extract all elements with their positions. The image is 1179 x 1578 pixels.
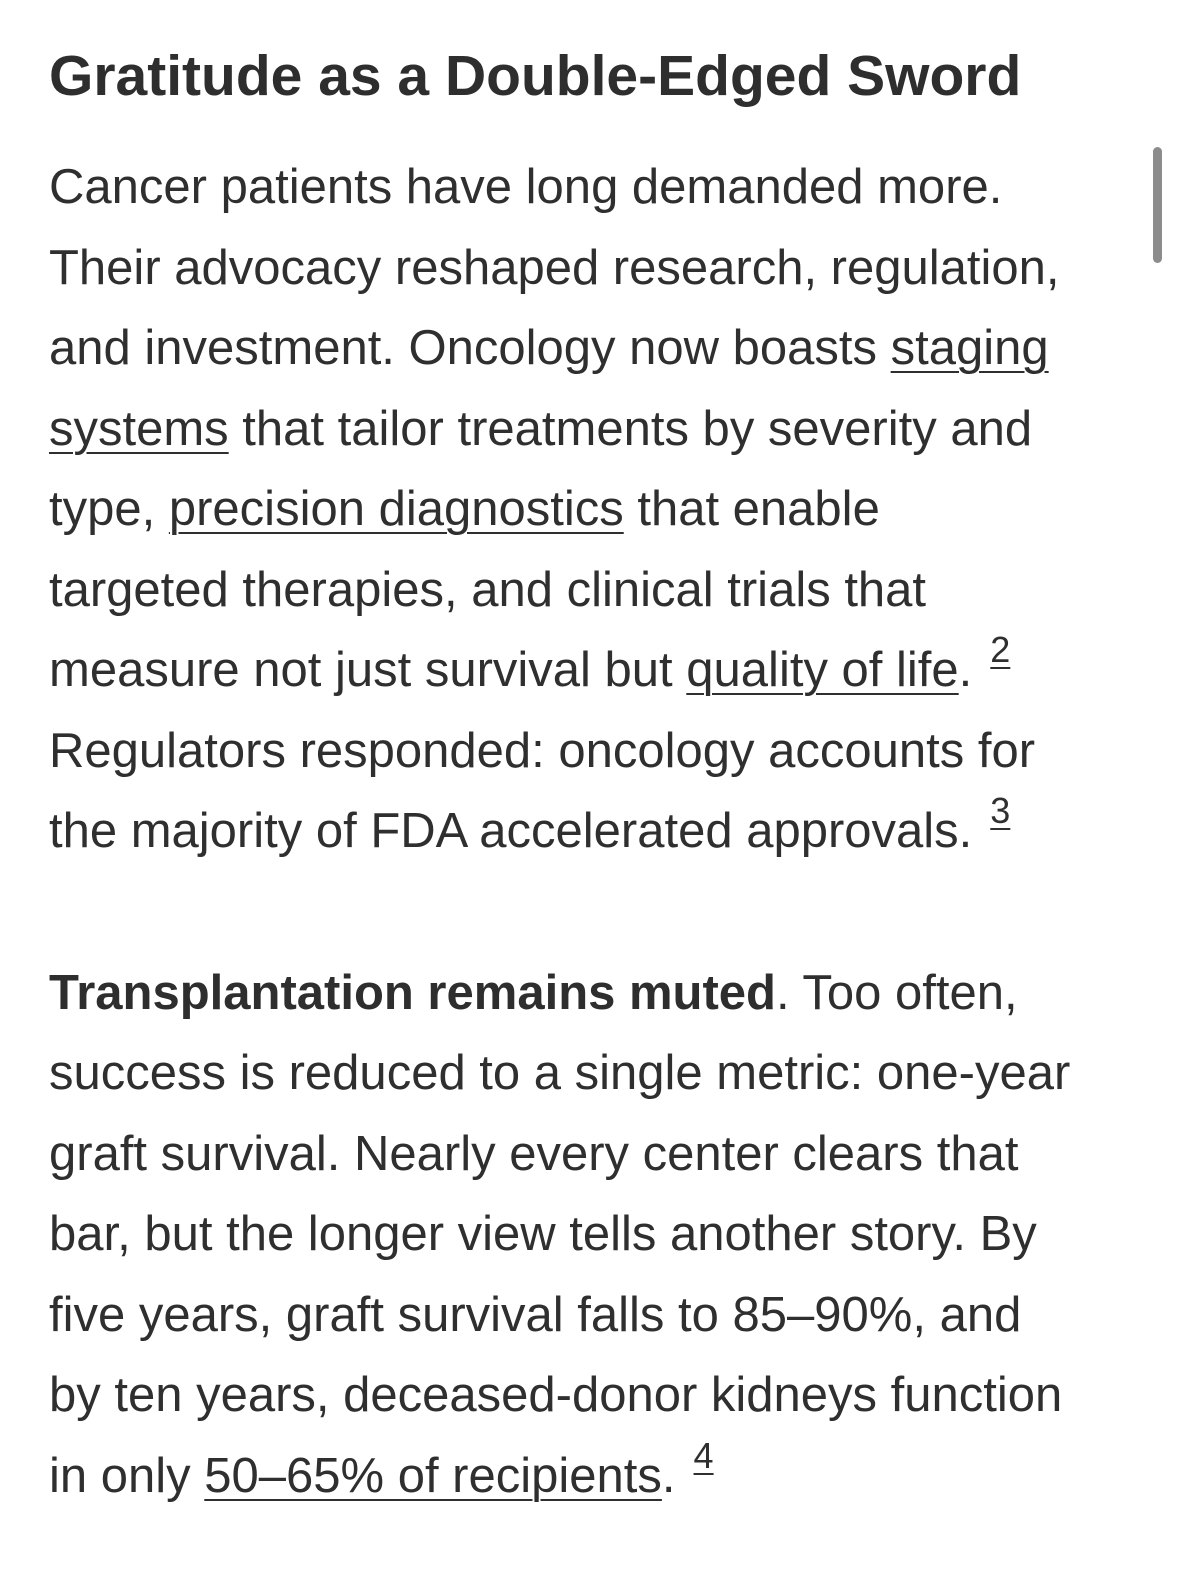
staging-systems-link[interactable]: staging (890, 321, 1049, 375)
quality-of-life-link[interactable]: quality of life (686, 643, 959, 697)
precision-diagnostics-link[interactable]: precision diagnostics (168, 482, 624, 536)
text-line (49, 953, 1129, 1034)
text-line (49, 711, 1129, 792)
text-line-content: success is reduced to a single metric: one-year (49, 1046, 1071, 1100)
text-line (49, 1436, 1129, 1517)
text-line (49, 1355, 1129, 1436)
text-line (49, 1033, 1129, 1114)
text-line (49, 550, 1129, 631)
text-line-content: . Too often, (776, 965, 1018, 1020)
text-line (49, 147, 1129, 228)
article (49, 40, 1129, 1516)
text-line (49, 1194, 1129, 1275)
text-line-content: and investment. Oncology now boasts (49, 321, 891, 375)
text-line-content: that enable (623, 482, 880, 536)
text-line (49, 228, 1129, 309)
vertical-scrollbar[interactable] (1153, 147, 1162, 263)
text-line-content: by ten years, deceased-donor kidneys function (49, 1368, 1063, 1422)
punctuation: . (661, 1448, 676, 1503)
text-line-content: the majority of FDA accelerated approvals. (49, 804, 973, 858)
text-line (49, 308, 1129, 389)
staging-systems-link-continued[interactable]: systems (49, 401, 229, 456)
text-line (49, 1114, 1129, 1195)
text-line-content: graft survival. Nearly every center clears that (49, 1126, 1019, 1181)
text-line (49, 1275, 1129, 1356)
text-line-content: bar, but the longer view tells another story. By (49, 1207, 1037, 1261)
text-line-content: type, (49, 482, 169, 536)
text-line (49, 389, 1129, 470)
text-line-content: targeted therapies, and clinical trials that (49, 562, 927, 617)
text-line (49, 791, 1129, 872)
text-line-content: Their advocacy reshaped research, regulation, (49, 240, 1060, 295)
text-line (49, 469, 1129, 550)
footnote-4-link[interactable]: 4 (693, 1434, 714, 1476)
section-heading: Gratitude as a Double-Edged Sword (49, 44, 1022, 108)
recipients-statistic-link[interactable]: 50–65% of recipients (204, 1448, 662, 1503)
bold-lead-text: Transplantation remains muted (49, 965, 776, 1020)
text-line-content: measure not just survival but (49, 643, 687, 697)
footnote-3-link[interactable]: 3 (990, 790, 1011, 831)
paragraph-cancer-advocacy (49, 147, 1129, 872)
footnote-2-link[interactable]: 2 (990, 629, 1011, 670)
text-line-content: five years, graft survival falls to 85–90%, and (49, 1287, 1022, 1342)
text-line (49, 630, 1129, 711)
paragraph-transplantation (49, 953, 1129, 1517)
punctuation: . (958, 643, 973, 697)
text-line-content: in only (49, 1448, 205, 1503)
text-line-content: that tailor treatments by severity and (228, 401, 1033, 456)
text-line-content: Regulators responded: oncology accounts for (49, 723, 1036, 778)
text-line-content: Cancer patients have long demanded more. (49, 160, 1003, 214)
